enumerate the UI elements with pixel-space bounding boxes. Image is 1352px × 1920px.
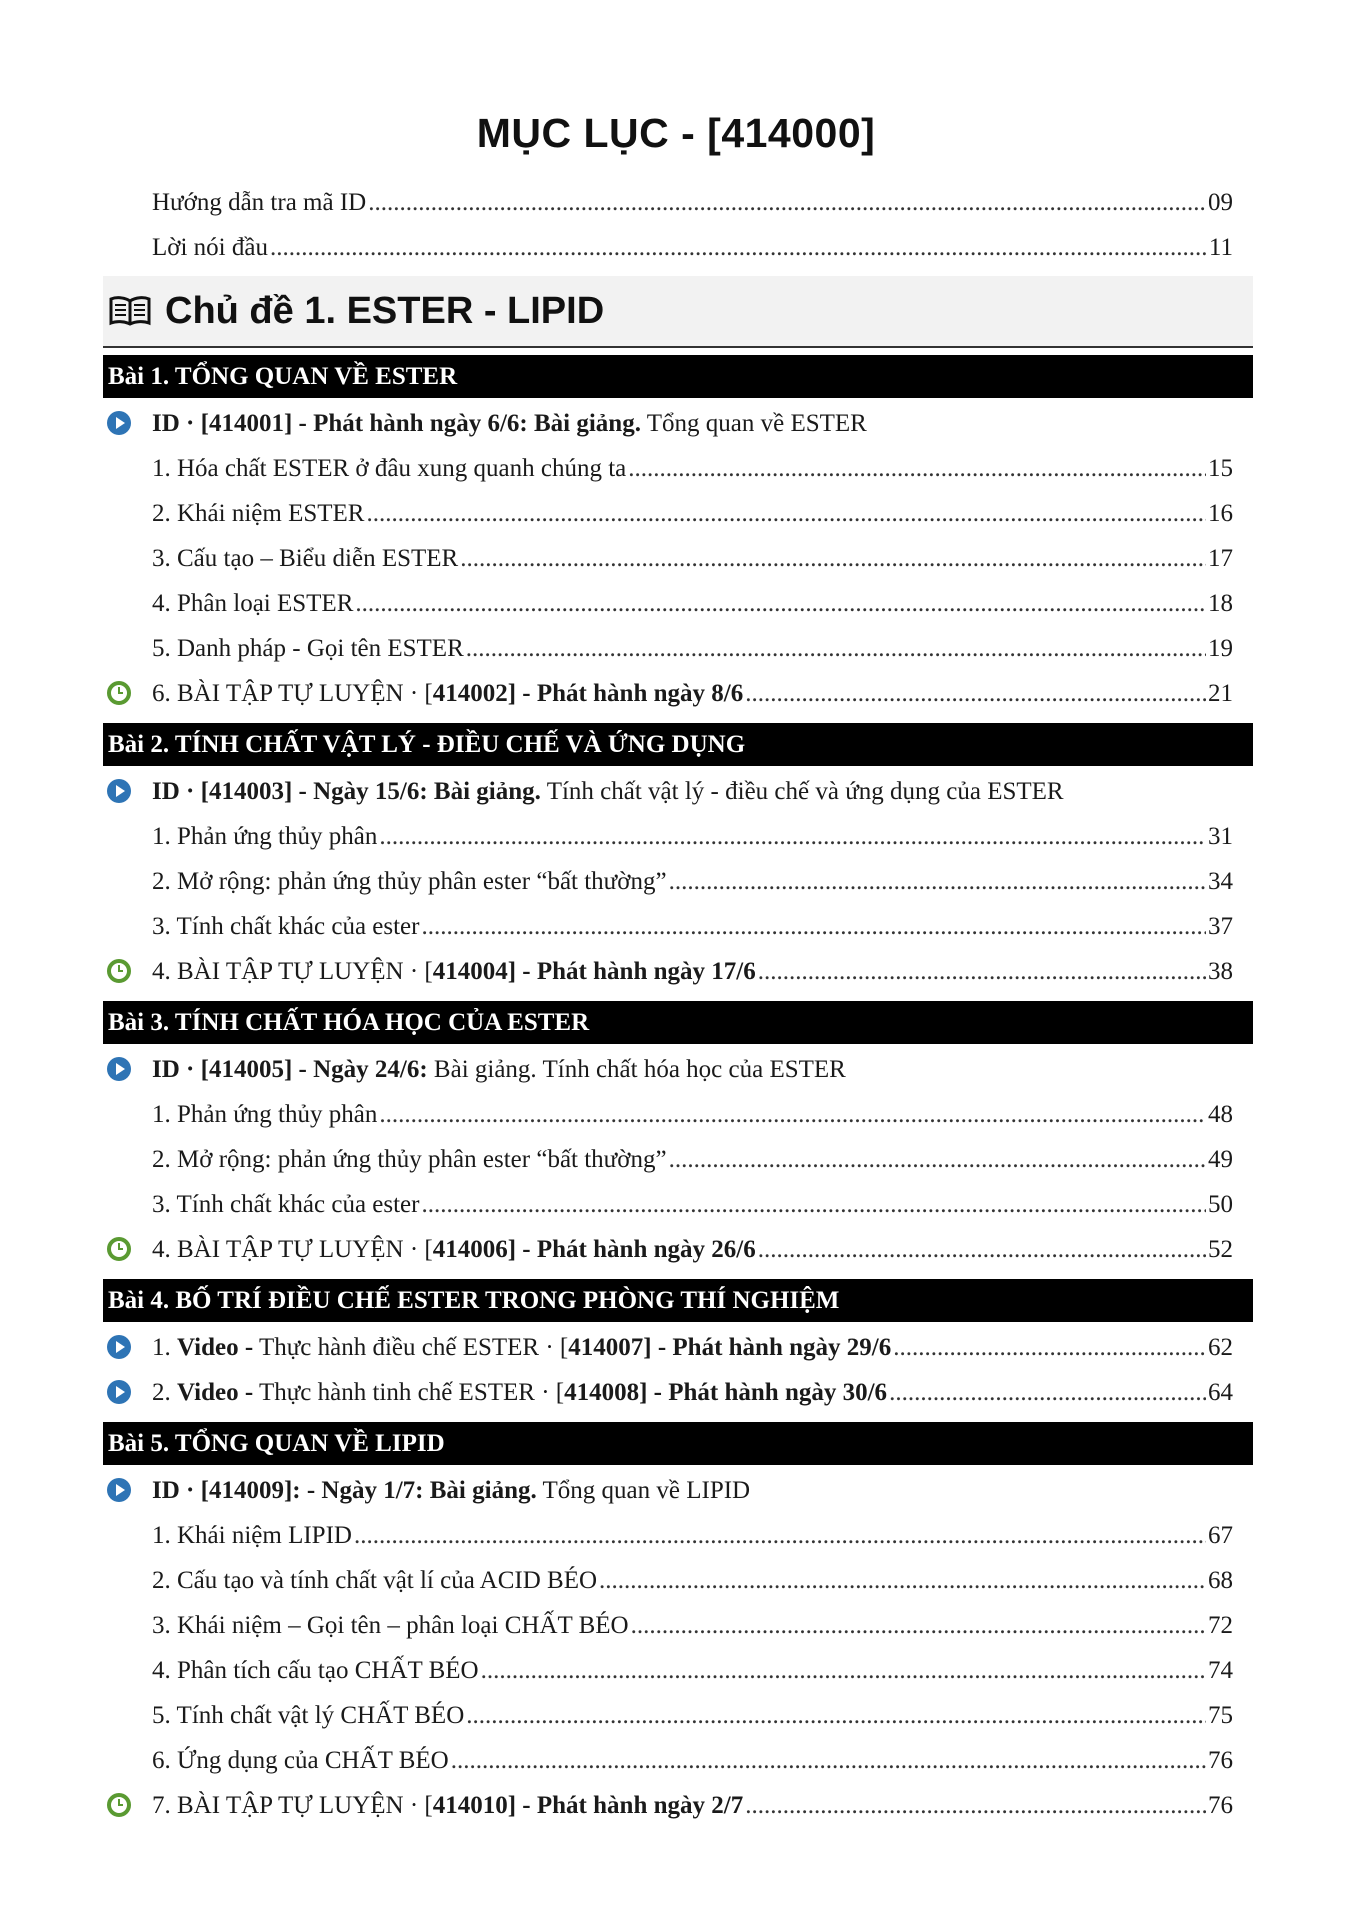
play-icon — [107, 411, 131, 435]
practice-release: ] - Phát hành ngày 8/6 — [507, 680, 744, 707]
play-icon — [107, 1057, 131, 1081]
toc-entry[interactable] — [103, 1182, 1253, 1227]
dot-leader — [379, 1092, 1206, 1137]
toc-entry-text: 2. Mở rộng: phản ứng thủy phân ester “bất thường” — [152, 868, 667, 895]
toc-entry-text: 1. Khái niệm LIPID — [152, 1522, 352, 1549]
practice-entry[interactable] — [103, 1227, 1253, 1272]
dot-leader — [889, 1370, 1206, 1415]
toc-entry-text: 2. Mở rộng: phản ứng thủy phân ester “bất thường” — [152, 1146, 667, 1173]
page-number: 09 — [1208, 189, 1233, 216]
clock-icon — [107, 959, 131, 983]
page-number: 37 — [1208, 913, 1233, 940]
chapter-header — [103, 276, 1253, 348]
dot-leader — [758, 1227, 1206, 1272]
practice-entry[interactable] — [103, 671, 1253, 716]
toc-entry-text: Hướng dẫn tra mã ID — [152, 189, 367, 216]
dot-leader — [669, 1137, 1206, 1182]
practice-id: 414006 — [432, 1236, 508, 1263]
page-number: 72 — [1208, 1612, 1233, 1639]
toc-entry-text: 1. Phản ứng thủy phân — [152, 823, 378, 850]
dot-leader — [481, 1648, 1206, 1693]
clock-icon — [107, 1237, 131, 1261]
lecture-title: Bài giảng. Tính chất hóa học của ESTER — [427, 1056, 846, 1083]
video-id: 414007 — [568, 1334, 644, 1361]
dot-leader — [366, 491, 1206, 536]
page-number: 67 — [1208, 1522, 1233, 1549]
practice-entry[interactable] — [103, 949, 1253, 994]
dot-leader — [745, 1783, 1206, 1828]
table-of-contents — [103, 180, 1253, 1828]
dot-leader — [368, 180, 1206, 225]
page-number: 21 — [1208, 680, 1233, 707]
dot-leader — [466, 1693, 1206, 1738]
practice-release: ] - Phát hành ngày 26/6 — [507, 1236, 756, 1263]
toc-entry[interactable] — [103, 859, 1253, 904]
page-number: 48 — [1208, 1101, 1233, 1128]
toc-entry[interactable] — [103, 536, 1253, 581]
video-title: Thực hành tinh chế ESTER · [ — [253, 1379, 565, 1406]
page-number: 76 — [1208, 1747, 1233, 1774]
lecture-entry[interactable] — [103, 1468, 1253, 1513]
video-number: 2. — [152, 1379, 177, 1406]
page-number: 34 — [1208, 868, 1233, 895]
toc-entry[interactable] — [103, 1137, 1253, 1182]
page-number: 74 — [1208, 1657, 1233, 1684]
toc-entry[interactable] — [103, 1603, 1253, 1648]
lecture-title: Tổng quan về LIPID — [536, 1477, 751, 1504]
page-number: 18 — [1208, 590, 1233, 617]
toc-entry-text: 5. Tính chất vật lý CHẤT BÉO — [152, 1702, 465, 1729]
page-number: 11 — [1208, 234, 1233, 261]
toc-entry[interactable] — [103, 1693, 1253, 1738]
clock-icon — [107, 681, 131, 705]
toc-entry[interactable] — [103, 446, 1253, 491]
dot-leader — [893, 1325, 1206, 1370]
dot-leader — [270, 225, 1207, 270]
page-number: 17 — [1208, 545, 1233, 572]
video-id: 414008 — [564, 1379, 640, 1406]
toc-entry-text: 3. Cấu tạo – Biểu diễn ESTER — [152, 545, 459, 572]
lecture-entry[interactable] — [103, 1047, 1253, 1092]
video-release: ] - Phát hành ngày 30/6 — [639, 1379, 888, 1406]
practice-label: 7. BÀI TẬP TỰ LUYỆN · [ — [152, 1792, 433, 1819]
page-number: 52 — [1208, 1236, 1233, 1263]
page-number: 16 — [1208, 500, 1233, 527]
lesson-header: Bài 4. BỐ TRÍ ĐIỀU CHẾ ESTER TRONG PHÒNG THÍ NGHIỆM — [103, 1279, 1253, 1322]
clock-icon — [107, 1793, 131, 1817]
toc-entry[interactable] — [103, 581, 1253, 626]
page-number: 38 — [1208, 958, 1233, 985]
lesson-header: Bài 5. TỔNG QUAN VỀ LIPID — [103, 1422, 1253, 1465]
lecture-id: ID · [414001] - Phát hành ngày 6/6: Bài giảng. — [152, 410, 641, 437]
toc-entry-text: 2. Khái niệm ESTER — [152, 500, 365, 527]
page-number: 64 — [1208, 1379, 1233, 1406]
practice-label: 4. BÀI TẬP TỰ LUYỆN · [ — [152, 1236, 433, 1263]
lecture-entry[interactable] — [103, 769, 1253, 814]
lecture-id: ID · [414005] - Ngày 24/6: — [152, 1056, 428, 1083]
page-number: 31 — [1208, 823, 1233, 850]
video-title: Thực hành điều chế ESTER · [ — [253, 1334, 569, 1361]
page-number: 15 — [1208, 455, 1233, 482]
play-icon — [107, 1335, 131, 1359]
dot-leader — [451, 1738, 1206, 1783]
lesson-header: Bài 1. TỔNG QUAN VỀ ESTER — [103, 355, 1253, 398]
dot-leader — [669, 859, 1206, 904]
video-entry[interactable] — [103, 1370, 1253, 1415]
practice-release: ] - Phát hành ngày 17/6 — [507, 958, 756, 985]
lesson-header: Bài 3. TÍNH CHẤT HÓA HỌC CỦA ESTER — [103, 1001, 1253, 1044]
toc-entry[interactable] — [103, 1092, 1253, 1137]
toc-entry[interactable] — [103, 1738, 1253, 1783]
toc-entry-text: 3. Khái niệm – Gọi tên – phân loại CHẤT BÉO — [152, 1612, 629, 1639]
page-number: 49 — [1208, 1146, 1233, 1173]
play-icon — [107, 1478, 131, 1502]
book-icon — [109, 296, 151, 326]
lesson-header: Bài 2. TÍNH CHẤT VẬT LÝ - ĐIỀU CHẾ VÀ ỨNG DỤNG — [103, 723, 1253, 766]
video-release: ] - Phát hành ngày 29/6 — [643, 1334, 892, 1361]
practice-id: 414002 — [432, 680, 508, 707]
toc-entry-text: Lời nói đầu — [152, 234, 268, 261]
lecture-title: Tổng quan về ESTER — [640, 410, 867, 437]
toc-entry-text: 1. Phản ứng thủy phân — [152, 1101, 378, 1128]
dot-leader — [631, 1603, 1206, 1648]
dot-leader — [460, 536, 1206, 581]
page-number: 50 — [1208, 1191, 1233, 1218]
practice-label: 4. BÀI TẬP TỰ LUYỆN · [ — [152, 958, 433, 985]
video-label: Video - — [177, 1334, 254, 1361]
dot-leader — [379, 814, 1206, 859]
dot-leader — [421, 904, 1206, 949]
toc-entry[interactable] — [103, 1648, 1253, 1693]
toc-entry[interactable] — [103, 904, 1253, 949]
lecture-id: ID · [414009]: - Ngày 1/7: Bài giảng. — [152, 1477, 537, 1504]
video-number: 1. — [152, 1334, 177, 1361]
toc-entry-text: 3. Tính chất khác của ester — [152, 913, 420, 940]
dot-leader — [628, 446, 1206, 491]
toc-entry-text: 4. Phân tích cấu tạo CHẤT BÉO — [152, 1657, 479, 1684]
lecture-id: ID · [414003] - Ngày 15/6: Bài giảng. — [152, 778, 541, 805]
video-label: Video - — [177, 1379, 254, 1406]
toc-entry-text: 4. Phân loại ESTER — [152, 590, 354, 617]
page-number: 19 — [1208, 635, 1233, 662]
toc-entry-text: 3. Tính chất khác của ester — [152, 1191, 420, 1218]
dot-leader — [421, 1182, 1206, 1227]
toc-entry[interactable] — [103, 491, 1253, 536]
practice-label: 6. BÀI TẬP TỰ LUYỆN · [ — [152, 680, 433, 707]
toc-entry-text: 2. Cấu tạo và tính chất vật lí của ACID BÉO — [152, 1567, 598, 1594]
dot-leader — [599, 1558, 1206, 1603]
toc-entry[interactable] — [103, 814, 1253, 859]
page-number: 75 — [1208, 1702, 1233, 1729]
page-number: 76 — [1208, 1792, 1233, 1819]
play-icon — [107, 1380, 131, 1404]
toc-entry-foreword[interactable] — [103, 225, 1253, 270]
toc-entry[interactable] — [103, 626, 1253, 671]
dot-leader — [355, 581, 1206, 626]
toc-entry-text: 6. Ứng dụng của CHẤT BÉO — [152, 1747, 449, 1774]
practice-entry[interactable] — [103, 1783, 1253, 1828]
toc-entry-id-guide[interactable] — [103, 180, 1253, 225]
toc-entry[interactable] — [103, 1513, 1253, 1558]
toc-entry-text: 5. Danh pháp - Gọi tên ESTER — [152, 635, 464, 662]
dot-leader — [354, 1513, 1206, 1558]
play-icon — [107, 779, 131, 803]
page-number: 62 — [1208, 1334, 1233, 1361]
practice-id: 414010 — [432, 1792, 508, 1819]
dot-leader — [758, 949, 1206, 994]
chapter-title: Chủ đề 1. ESTER - LIPID — [165, 289, 605, 332]
dot-leader — [745, 671, 1206, 716]
toc-entry-text: 1. Hóa chất ESTER ở đâu xung quanh chúng ta — [152, 455, 627, 482]
page-title: MỤC LỤC - [414000] — [476, 110, 876, 156]
lecture-entry[interactable] — [103, 401, 1253, 446]
lecture-title: Tính chất vật lý - điều chế và ứng dụng của ESTER — [540, 778, 1064, 805]
dot-leader — [466, 626, 1206, 671]
practice-release: ] - Phát hành ngày 2/7 — [507, 1792, 744, 1819]
practice-id: 414004 — [432, 958, 508, 985]
page-number: 68 — [1208, 1567, 1233, 1594]
video-entry[interactable] — [103, 1325, 1253, 1370]
toc-entry[interactable] — [103, 1558, 1253, 1603]
